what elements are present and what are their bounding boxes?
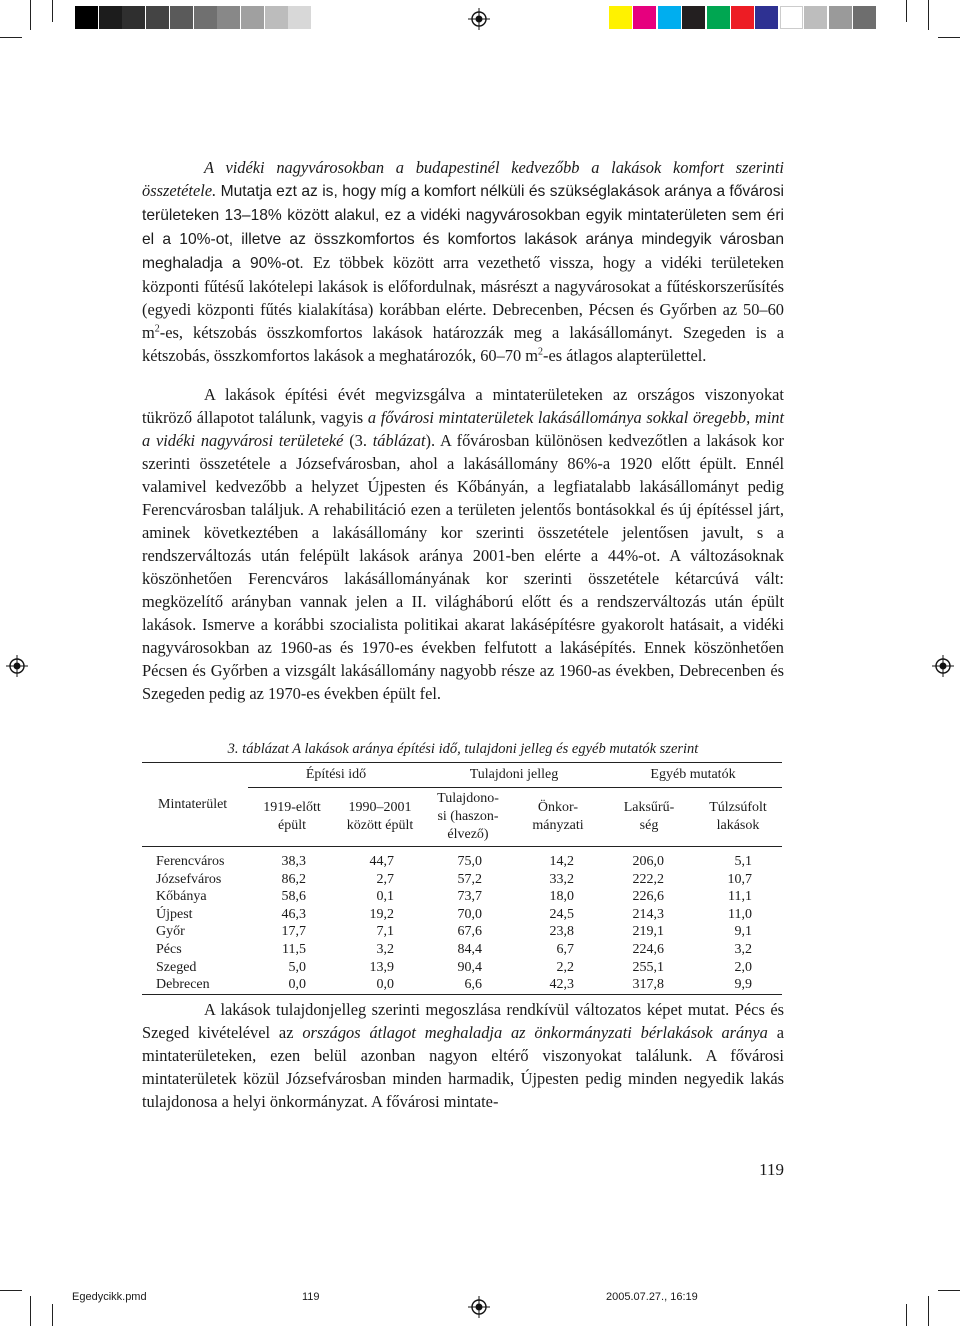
table-cell: 224,6 xyxy=(632,941,664,957)
table-cell: 44,7 xyxy=(369,854,394,869)
table-cell: 13,9 xyxy=(369,959,394,975)
column-header: Laksűrű- ség xyxy=(623,800,675,833)
table-cell: 14,2 xyxy=(549,854,574,869)
row-name: Szeged xyxy=(156,959,197,975)
registration-mark-icon xyxy=(468,8,490,30)
table-cell: 73,7 xyxy=(457,889,482,905)
paragraph-2 xyxy=(142,383,784,705)
registration-mark-icon xyxy=(6,655,28,677)
table-row xyxy=(142,976,782,994)
table-row xyxy=(142,906,782,924)
table-reference: táblázat xyxy=(366,431,426,450)
table-cell: 0,1 xyxy=(376,889,394,905)
registration-mark-icon xyxy=(468,1296,490,1318)
column-header: 1990–2001 között épült xyxy=(346,800,414,833)
italic-emphasis: országos átlagot meghaladja az önkormányzati bérlakások aránya xyxy=(302,1023,768,1042)
row-name: Józsefváros xyxy=(156,871,222,887)
table-cell: 11,1 xyxy=(728,889,752,905)
gray-swatch xyxy=(75,6,98,29)
table-cell: 3,2 xyxy=(734,941,752,957)
column-header: Önkor- mányzati xyxy=(532,800,584,833)
table-cell: 219,1 xyxy=(632,924,664,940)
superscript: 2 xyxy=(154,323,160,335)
color-swatch xyxy=(853,6,876,29)
table-cell: 226,6 xyxy=(632,889,664,905)
gray-swatch xyxy=(122,6,145,29)
table-row xyxy=(142,847,782,871)
paragraph-text: A lakások építési évét megvizsgálva a mintaterületeken az országos viszonyokat tükröző állapotot találunk, vagyis xyxy=(142,385,784,427)
table-row xyxy=(142,888,782,906)
table-cell: 67,6 xyxy=(457,924,482,940)
table-cell: 38,3 xyxy=(281,854,306,869)
paragraph-text: -es, kétszobás összkomfortos lakások határozzák meg a lakásállományt. Szegeden is a kétszobás, összkomfortos lakások a meghatározók, 60–70 m xyxy=(142,323,784,365)
table-cell: 24,5 xyxy=(549,906,574,922)
gray-swatch xyxy=(194,6,217,29)
paragraph-1 xyxy=(142,156,784,367)
table-cell: 255,1 xyxy=(632,959,664,975)
table-cell: 18,0 xyxy=(549,889,574,905)
group-header: Tulajdoni jelleg xyxy=(424,763,604,788)
paragraph-text: Ez többek között arra vezethető vissza, hogy a vidéki területeken központi fűtésű lakótelepi lakások is előfordulnak, másrészt a nagyvárosokat a fűtéskorszerűsítés (egyedi központi fűtés kialakítása) korábban elérte. Debrecenben, Pécsen és Győrben az 50–60 m xyxy=(142,253,784,342)
table-cell: 9,1 xyxy=(734,924,752,940)
table-cell: 5,0 xyxy=(288,959,306,975)
table-cell: 222,2 xyxy=(632,871,664,887)
paragraph-text: A lakások tulajdonjelleg szerinti megoszlása rendkívül változatos képet mutat. Pécs és Szeged kivételével az xyxy=(142,1000,784,1042)
table-cell: 42,3 xyxy=(549,977,574,993)
column-header: 1919-előtt épült xyxy=(263,800,321,833)
gray-swatch xyxy=(241,6,264,29)
slug-filename: Egedycikk.pmd xyxy=(72,1291,147,1303)
paragraph-text: ( xyxy=(343,431,355,450)
row-name: Győr xyxy=(156,924,185,940)
table-cell: 317,8 xyxy=(632,977,664,993)
italic-emphasis: a fővárosi mintaterületek lakásállománya sokkal öregebb, mint a vidéki nagyvárosi területeké xyxy=(142,408,785,450)
table-cell: 214,3 xyxy=(632,906,664,922)
table-cell: 2,0 xyxy=(734,959,752,975)
data-table xyxy=(142,762,782,995)
table-cell: 5,1 xyxy=(734,854,752,869)
paragraph-3 xyxy=(142,998,784,1113)
slug-datetime: 2005.07.27., 16:19 xyxy=(606,1291,698,1303)
table-cell: 6,7 xyxy=(556,941,574,957)
paragraph-text: a mintaterületeken, ezen belül azonban nagyon eltérő viszonyokat találunk. A fővárosi mintaterületek közül Józsefvárosban minden harmadik, Újpesten pedig minden negyedik lakás tulajdonosa a helyi önkormányzat. A fővárosi mintate- xyxy=(142,1023,784,1111)
slug-page: 119 xyxy=(302,1291,320,1303)
row-name: Debrecen xyxy=(156,977,210,993)
table-reference: 3. xyxy=(354,431,367,450)
gray-swatch xyxy=(99,6,122,29)
color-swatch xyxy=(731,6,754,29)
color-swatch xyxy=(609,6,632,29)
table-cell: 75,0 xyxy=(457,854,482,869)
table-caption: 3. táblázat A lakások aránya építési idő, tulajdoni jelleg és egyéb mutatók szerint xyxy=(227,741,699,757)
italic-lead: A vidéki nagyvárosokban a budapestinél kedvezőbb a lakások komfort szerinti összetétele. xyxy=(142,158,784,200)
table-cell: 3,2 xyxy=(376,941,394,957)
table-cell: 17,7 xyxy=(281,924,306,940)
paragraph-text: Mutatja ezt az is, hogy míg a komfort nélküli és szükséglakások aránya a fővárosi területeken 13–18% között alakul, ez a vidéki nagyvárosokban egyik mintaterületen sem éri el a 10%-ot, illetve az összkomfortos és komfortos lakások aránya mindegyik városban meghaladja a 90%-ot. xyxy=(142,183,784,272)
gray-swatch xyxy=(288,6,311,29)
table-cell: 86,2 xyxy=(281,871,306,887)
table-cell: 19,2 xyxy=(369,906,394,922)
table-row xyxy=(142,923,782,941)
table-cell: 6,6 xyxy=(464,977,482,993)
gray-swatch xyxy=(265,6,288,29)
color-swatch xyxy=(829,6,852,29)
table-cell: 33,2 xyxy=(549,871,574,887)
color-swatch xyxy=(804,6,827,29)
registration-mark-icon xyxy=(932,655,954,677)
row-name: Ferencváros xyxy=(156,854,225,869)
table-cell: 0,0 xyxy=(288,977,306,993)
gray-swatch xyxy=(217,6,240,29)
paragraph-text: -es átlagos alapterülettel. xyxy=(543,346,707,365)
table-body xyxy=(142,847,782,995)
row-name: Pécs xyxy=(156,941,182,957)
group-header: Építési idő xyxy=(248,763,424,788)
table-cell: 7,1 xyxy=(376,924,394,940)
table-cell: 206,0 xyxy=(632,854,664,869)
table-row xyxy=(142,959,782,977)
row-name: Kőbánya xyxy=(156,889,207,905)
table-cell: 57,2 xyxy=(457,871,482,887)
table-cell: 84,4 xyxy=(457,941,482,957)
table-cell: 2,2 xyxy=(556,959,574,975)
table-cell: 2,7 xyxy=(376,871,394,887)
page-number: 119 xyxy=(759,1160,784,1179)
table-cell: 90,4 xyxy=(457,959,482,975)
color-swatch xyxy=(682,6,705,29)
row-name: Újpest xyxy=(156,906,193,922)
table-cell: 11,0 xyxy=(728,906,752,922)
gray-swatch xyxy=(146,6,169,29)
table-cell: 70,0 xyxy=(457,906,482,922)
table-cell: 9,9 xyxy=(734,977,752,993)
table-row xyxy=(142,871,782,889)
table-row xyxy=(142,941,782,959)
table-cell: 11,5 xyxy=(282,941,306,957)
table-cell: 46,3 xyxy=(281,906,306,922)
table-cell: 23,8 xyxy=(549,924,574,940)
paragraph-text: ). A fővárosban különösen kedvezőtlen a lakások kor szerinti összetétele a Józsefvárosban, ahol a lakásállomány 86%-a 1920 előtt épült. Ennél valamivel kedvezőbb a helyzet Újpesten és Kőbányán, a legfiatalabb lakásállományt pedig Ferencvárosban találjuk. A rehabilitáció ezen a területen jelentős bontásokkal és új építéssel járt, aminek következtében a lakásállomány kor szerinti összetétele jelentősen javult, s a rendszerváltozás után felépült lakások aránya 2001-ben elérte a 44%-ot. A változásoknak köszönhetően Ferencváros lakásállományának kor szerinti összetétele kétarcúvá vált: megközelítő arányban vannak jelen a II. világháború előtt és a rendszerváltozás után épült lakások. Ismerve a korábbi szocialista politikai akarat lakásépítésre gyakorolt hatásait, a vidéki nagyvárosokban az 1960-as és 1970-es években felfutott a lakásépítés. Ennek köszönhetően Pécsen és Győrben a vizsgált lakásállomány nagyobb része az 1960-as években, Debrecenben és Szegeden pedig az 1970-es években épült fel. xyxy=(142,431,784,703)
color-swatch xyxy=(707,6,730,29)
table-cell: 58,6 xyxy=(281,889,306,905)
gray-swatch xyxy=(170,6,193,29)
group-header: Egyéb mutatók xyxy=(604,763,782,788)
color-swatch xyxy=(658,6,681,29)
color-swatch xyxy=(755,6,778,29)
color-swatch xyxy=(633,6,656,29)
table-cell: 10,7 xyxy=(727,871,752,887)
row-header-label: Mintaterület xyxy=(142,763,248,847)
column-header: Tulajdono- si (haszon- élvező) xyxy=(437,791,499,842)
color-swatch xyxy=(780,6,803,29)
superscript: 2 xyxy=(538,346,544,358)
column-header: Túlzsúfolt lakások xyxy=(709,800,767,833)
table-cell: 0,0 xyxy=(376,977,394,993)
